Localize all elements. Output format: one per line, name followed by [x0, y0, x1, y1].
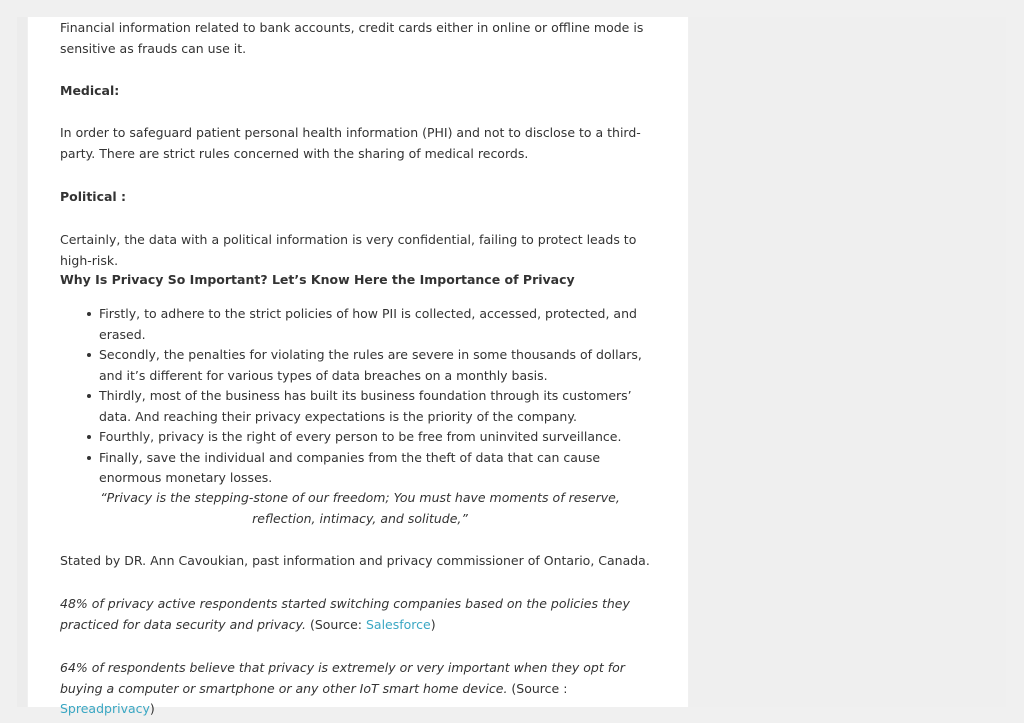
medical-heading: Medical: [60, 83, 120, 98]
source-suffix: ) [149, 701, 155, 716]
statistic-text: 48% of privacy active respondents started switching companies based on the policies they practiced for data security and privacy. [60, 596, 630, 632]
salesforce-link[interactable]: Salesforce [365, 616, 431, 632]
privacy-quote: “Privacy is the stepping-stone of our freedom; You must have moments of reserve, reflection, intimacy, and solitude,” [100, 490, 620, 526]
privacy-reasons-list [60, 304, 697, 489]
statistic-salesforce [60, 594, 658, 635]
financial-paragraph: Financial information related to bank accounts, credit cards either in online or offline mode is sensitive as frauds can use it. [60, 20, 644, 56]
why-privacy-heading: Why Is Privacy So Important? Let’s Know Here the Importance of Privacy [60, 272, 575, 287]
source-prefix: (Source : [507, 680, 568, 696]
quote-attribution: Stated by DR. Ann Cavoukian, past information and privacy commissioner of Ontario, Canada. [60, 553, 650, 568]
list-item: Fourthly, privacy is the right of every person to be free from uninvited surveillance. [99, 427, 644, 448]
spreadprivacy-link[interactable]: Spreadprivacy [60, 701, 150, 716]
statistic-text: 64% of respondents believe that privacy is extremely or very important when they opt for buying a computer or smartphone or any other IoT smart home device. [60, 660, 625, 696]
statistic-spreadprivacy [60, 658, 658, 720]
source-prefix: (Source: [306, 616, 366, 632]
source-suffix: ) [430, 616, 436, 632]
political-heading: Political : [60, 189, 127, 204]
left-gutter [17, 17, 27, 707]
list-item: Secondly, the penalties for violating the rules are severe in some thousands of dollars, and it’s different for various types of data breaches on a monthly basis. [99, 345, 644, 386]
political-paragraph: Certainly, the data with a political information is very confidential, failing to protect leads to high-risk. [60, 232, 637, 268]
medical-paragraph: In order to safeguard patient personal health information (PHI) and not to disclose to a third-party. There are strict rules concerned with the sharing of medical records. [60, 125, 641, 161]
list-item: Firstly, to adhere to the strict policies of how PII is collected, accessed, protected, and erased. [99, 304, 644, 345]
list-item: Thirdly, most of the business has built its business foundation through its customers’ data. And reaching their privacy expectations is the priority of the company. [99, 386, 644, 427]
list-item: Finally, save the individual and companies from the theft of data that can cause enormous monetary losses. [99, 448, 644, 489]
sidebar [689, 17, 1006, 707]
article-body [28, 17, 688, 716]
